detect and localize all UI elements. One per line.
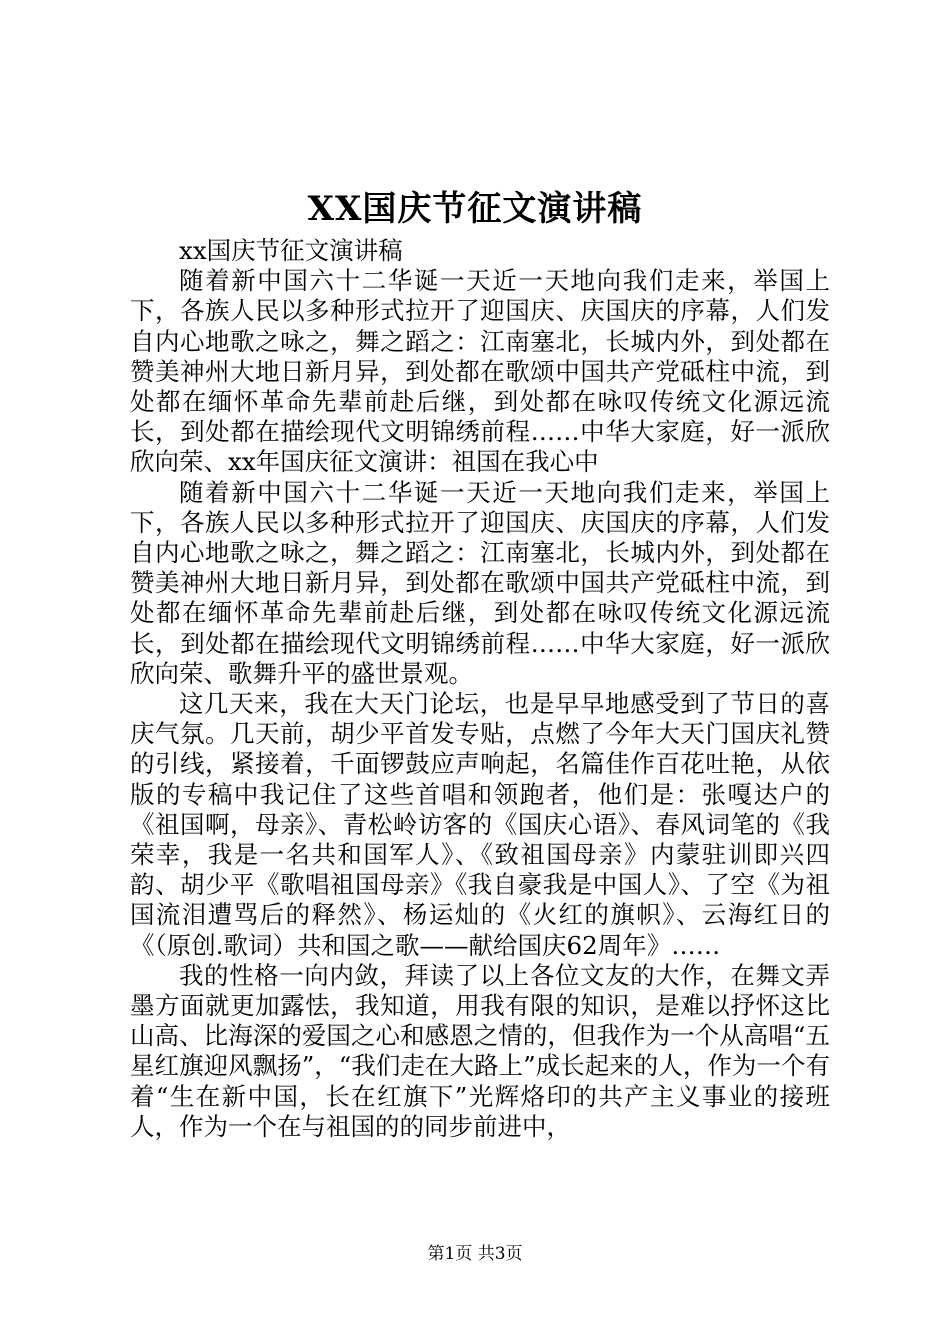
document-title: XX国庆节征文演讲稿 (307, 189, 643, 229)
paragraph-subtitle: xx国庆节征文演讲稿 (179, 236, 403, 265)
paragraph-1: 随着新中国六十二华诞一天近一天地向我们走来，举国上下，各族人民以多种形式拉开了迎国庆、庆国庆的序幕，人们发自内心地歌之咏之，舞之蹈之：江南塞北，长城内外，到处都在赞美神州大地日新月异，到处都在歌颂中国共产党砥柱中流，到处都在缅怀革命先辈前赴后继，到处都在咏叹传统文化源远流长，到处都在描绘现代文明锦绣前程……中华大家庭，好一派欣欣向荣、xx年国庆征文演讲：祖国在我心中 (130, 266, 830, 477)
paragraph-4: 我的性格一向内敛，拜读了以上各位文友的大作，在舞文弄墨方面就更加露怯，我知道，用我有限的知识，是难以抒怀这比山高、比海深的爱国之心和感恩之情的，但我作为一个从高唱“五星红旗迎风飘扬”，“我们走在大路上”成长起来的人，作为一个有着“生在新中国，长在红旗下”光辉烙印的共产主义事业的接班人，作为一个在与祖国的的同步前进中， (130, 960, 830, 1141)
document-body (130, 236, 830, 1142)
page-number-footer: 第1页 共3页 (427, 1244, 523, 1264)
paragraph-2: 随着新中国六十二华诞一天近一天地向我们走来，举国上下，各族人民以多种形式拉开了迎国庆、庆国庆的序幕，人们发自内心地歌之咏之，舞之蹈之：江南塞北，长城内外，到处都在赞美神州大地日新月异，到处都在歌颂中国共产党砥柱中流，到处都在缅怀革命先辈前赴后继，到处都在咏叹传统文化源远流长，到处都在描绘现代文明锦绣前程……中华大家庭，好一派欣欣向荣、歌舞升平的盛世景观。 (130, 477, 830, 688)
paragraph-3: 这几天来，我在大天门论坛，也是早早地感受到了节日的喜庆气氛。几天前，胡少平首发专贴，点燃了今年大天门国庆礼赞的引线，紧接着，千面锣鼓应声响起，名篇佳作百花吐艳，从依版的专稿中我记住了这些首唱和领跑者，他们是：张嘎达户的《祖国啊，母亲》、青松岭访客的《国庆心语》、春风词笔的《我荣幸，我是一名共和国军人》、《致祖国母亲》内蒙驻训即兴四韵、胡少平《歌唱祖国母亲》《我自豪我是中国人》、了空《为祖国流泪遭骂后的释然》、杨运灿的《火红的旗帜》、云海红日的《（原创.歌词）共和国之歌——献给国庆62周年》…… (130, 689, 830, 960)
